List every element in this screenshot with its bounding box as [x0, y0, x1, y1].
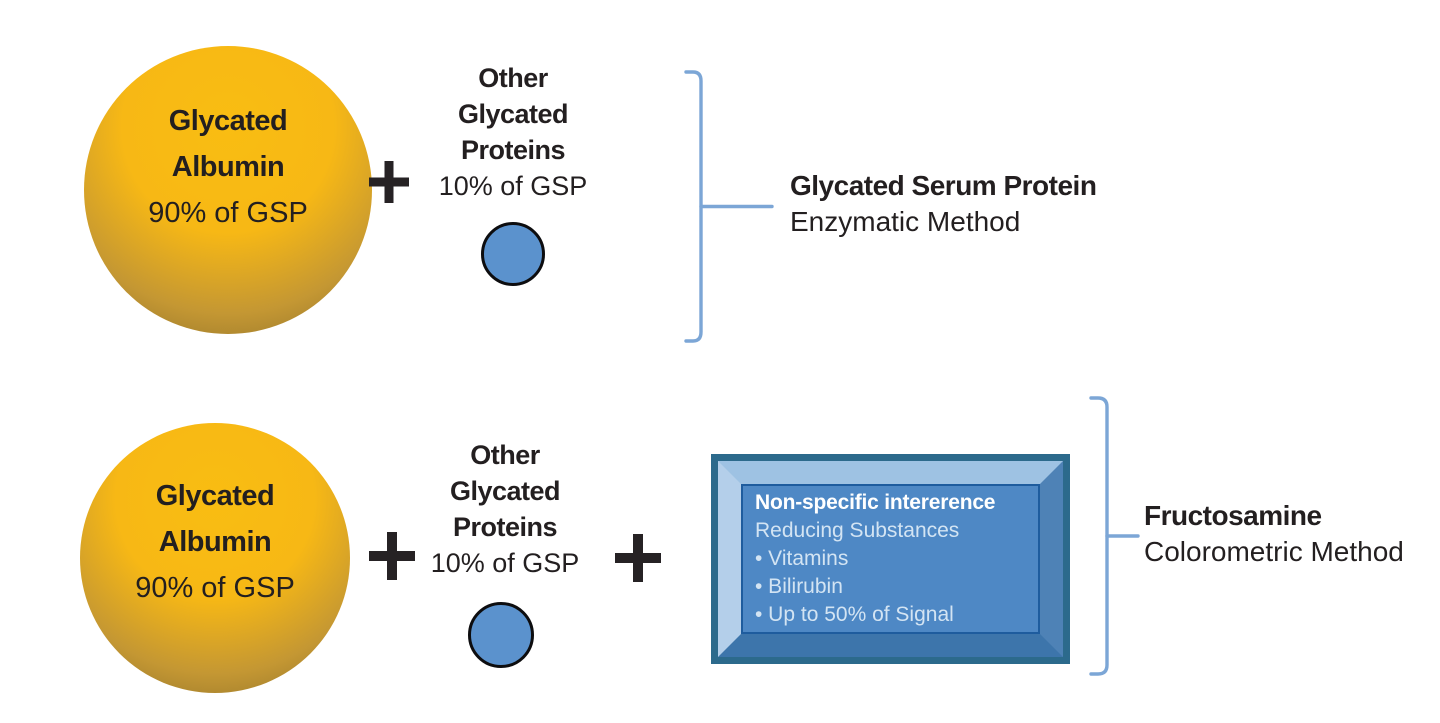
interference-line: • Up to 50% of Signal [755, 603, 954, 626]
interference-box [711, 454, 1070, 664]
other-glycated-proteins-label [415, 437, 595, 581]
interference-box-bevel [718, 461, 1063, 657]
other-protein-dot-icon [468, 602, 534, 668]
other-line3: Proteins [460, 135, 566, 165]
bracket-icon [1091, 398, 1138, 674]
interference-title: Non-specific intererence [755, 491, 996, 514]
result-title: Fructosamine [1144, 500, 1322, 531]
interference-line: • Bilirubin [755, 575, 843, 598]
plus-icon [369, 532, 415, 580]
other-percentage: 10% of GSP [430, 548, 580, 578]
other-line3: Proteins [452, 512, 558, 542]
plus-icon [615, 534, 661, 582]
interference-line: • Vitamins [755, 547, 849, 570]
albumin-percentage: 90% of GSP [135, 572, 295, 604]
albumin-title-line1: Glycated [155, 480, 275, 512]
other-line1: Other [470, 440, 540, 470]
interference-box-panel [741, 484, 1040, 634]
other-line2: Glycated [457, 99, 569, 129]
plus-icon [369, 161, 409, 203]
interference-line: Reducing Substances [755, 519, 960, 542]
method-label-colorometric [1144, 498, 1404, 570]
other-line1: Other [478, 63, 548, 93]
result-method: Enzymatic Method [790, 206, 1021, 237]
glycated-albumin-circle [80, 423, 350, 693]
bracket-icon [686, 72, 772, 341]
other-protein-dot-icon [481, 222, 545, 286]
glycated-albumin-circle [84, 46, 372, 334]
result-method: Colorometric Method [1144, 536, 1404, 567]
other-percentage: 10% of GSP [438, 171, 588, 201]
result-title: Glycated Serum Protein [790, 170, 1097, 201]
albumin-title-line2: Albumin [171, 151, 285, 183]
albumin-percentage: 90% of GSP [148, 197, 308, 229]
albumin-title-line2: Albumin [158, 526, 272, 558]
other-line2: Glycated [449, 476, 561, 506]
other-glycated-proteins-label [423, 60, 603, 204]
albumin-title-line1: Glycated [168, 105, 288, 137]
method-label-enzymatic [790, 168, 1096, 240]
